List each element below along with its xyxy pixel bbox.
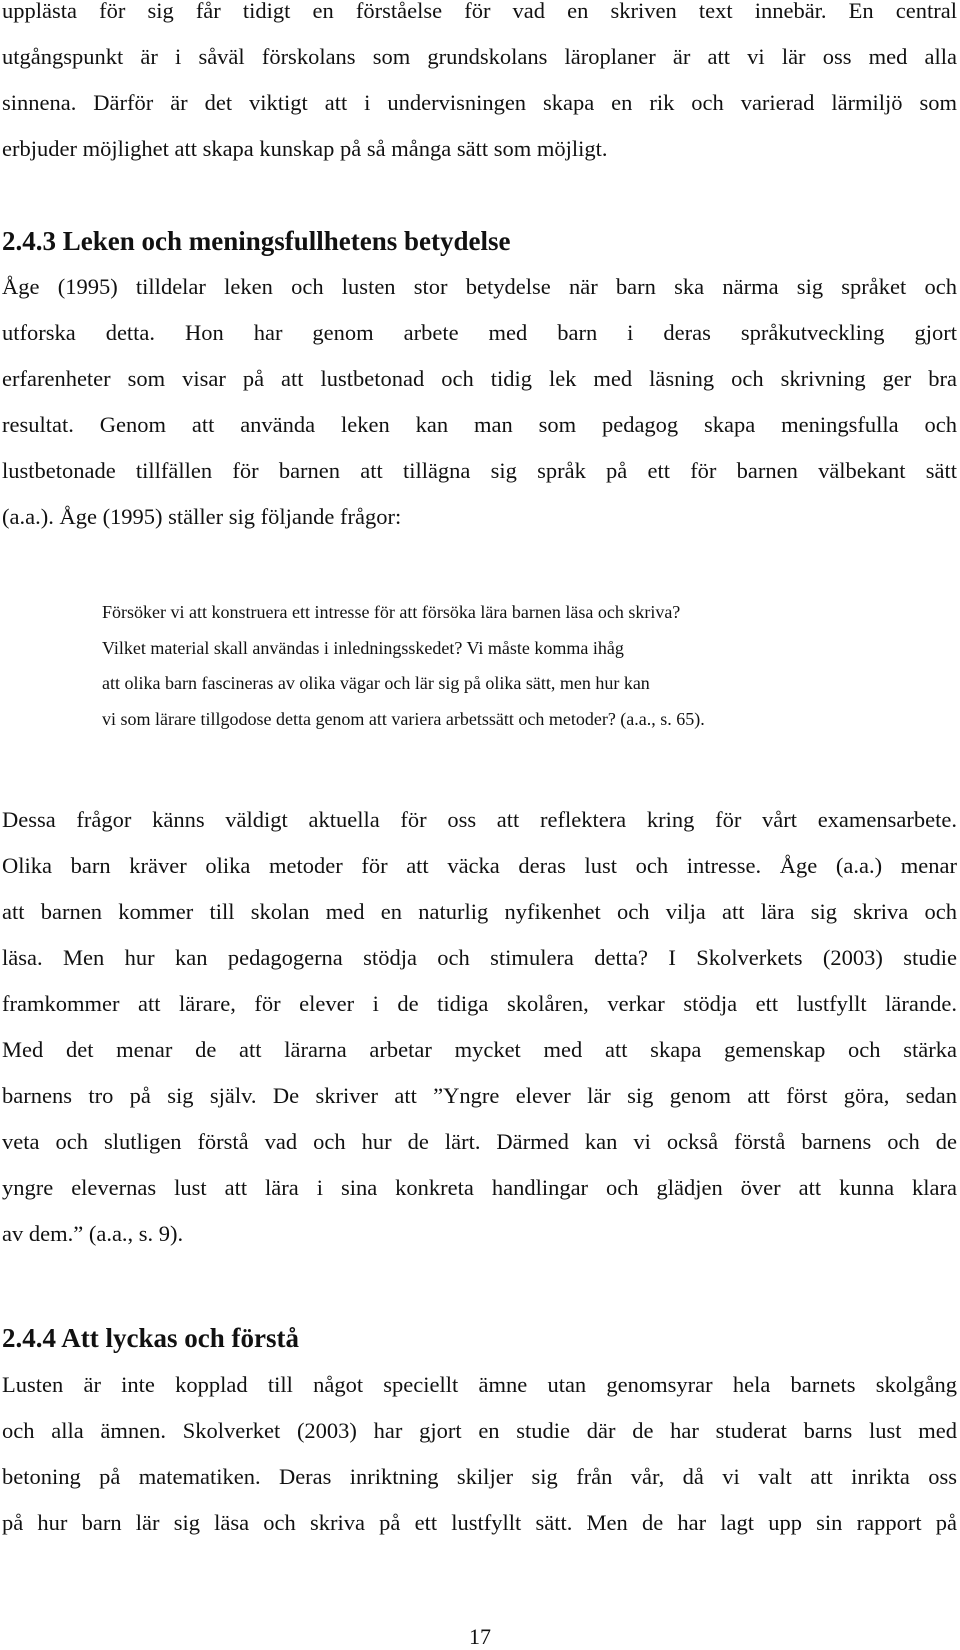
text-line: Med det menar de att lärarna arbetar mycket med att skapa gemenskap och stärka <box>2 1037 957 1062</box>
text-line: utforska detta. Hon har genom arbete med barn i deras språkutveckling gjort <box>2 320 957 345</box>
quote-line: Vilket material skall användas i inledningsskedet? Vi måste komma ihåg <box>102 637 624 658</box>
text-line: upplästa för sig får tidigt en förståelse för vad en skriven text innebär. En central <box>2 0 957 23</box>
section-heading-2-4-4: 2.4.4 Att lyckas och förstå <box>2 1323 299 1353</box>
text-line: Olika barn kräver olika metoder för att väcka deras lust och intresse. Åge (a.a.) menar <box>2 853 957 878</box>
text-line: Dessa frågor känns väldigt aktuella för oss att reflektera kring för vårt examensarbete. <box>2 807 957 832</box>
text-line: erbjuder möjlighet att skapa kunskap på så många sätt som möjligt. <box>2 136 608 161</box>
text-line: utgångspunkt är i såväl förskolans som grundskolans läroplaner är att vi lär oss med alla <box>2 44 957 69</box>
text-line: barnens tro på sig själv. De skriver att ”Yngre elever lär sig genom att först göra, sedan <box>2 1083 957 1108</box>
block-quote <box>102 595 902 737</box>
section-2-4-4-paragraph <box>2 1362 957 1546</box>
text-line: betoning på matematiken. Deras inriktning skiljer sig från vår, då vi valt att inrikta oss <box>2 1464 957 1489</box>
text-line: sinnena. Därför är det viktigt att i undervisningen skapa en rik och varierad lärmiljö som <box>2 90 957 115</box>
text-line: veta och slutligen förstå vad och hur de lärt. Därmed kan vi också förstå barnens och de <box>2 1129 957 1154</box>
page-number: 17 <box>469 1624 491 1649</box>
text-line: Åge (1995) tilldelar leken och lusten stor betydelse när barn ska närma sig språket och <box>2 274 957 299</box>
text-line: läsa. Men hur kan pedagogerna stödja och stimulera detta? I Skolverkets (2003) studie <box>2 945 957 970</box>
text-line: erfarenheter som visar på att lustbetonad och tidig lek med läsning och skrivning ger bra <box>2 366 957 391</box>
section-2-4-3-paragraph <box>2 264 957 540</box>
text-line: (a.a.). Åge (1995) ställer sig följande frågor: <box>2 504 402 529</box>
text-line: på hur barn lär sig läsa och skriva på ett lustfyllt sätt. Men de har lagt upp sin rapport på <box>2 1510 957 1535</box>
text-line: och alla ämnen. Skolverket (2003) har gjort en studie där de har studerat barns lust med <box>2 1418 957 1443</box>
text-line: lustbetonade tillfällen för barnen att tillägna sig språk på ett för barnen välbekant sätt <box>2 458 957 483</box>
text-line: resultat. Genom att använda leken kan man som pedagog skapa meningsfulla och <box>2 412 957 437</box>
quote-line: vi som lärare tillgodose detta genom att variera arbetssätt och metoder? (a.a., s. 65). <box>102 708 705 729</box>
intro-paragraph <box>2 0 957 172</box>
discussion-paragraph <box>2 797 957 1257</box>
text-line: framkommer att lärare, för elever i de tidiga skolåren, verkar stödja ett lustfyllt lärande. <box>2 991 957 1016</box>
text-line: av dem.” (a.a., s. 9). <box>2 1221 184 1246</box>
text-line: Lusten är inte kopplad till något speciellt ämne utan genomsyrar hela barnets skolgång <box>2 1372 957 1397</box>
text-line: att barnen kommer till skolan med en naturlig nyfikenhet och vilja att lära sig skriva och <box>2 899 957 924</box>
quote-line: att olika barn fascineras av olika vägar och lär sig på olika sätt, men hur kan <box>102 673 650 693</box>
quote-line: Försöker vi att konstruera ett intresse för att försöka lära barnen läsa och skriva? <box>102 602 681 622</box>
section-heading-2-4-3: 2.4.3 Leken och meningsfullhetens betydelse <box>2 226 511 256</box>
text-line: yngre elevernas lust att lära i sina konkreta handlingar och glädjen över att kunna klara <box>2 1175 957 1200</box>
